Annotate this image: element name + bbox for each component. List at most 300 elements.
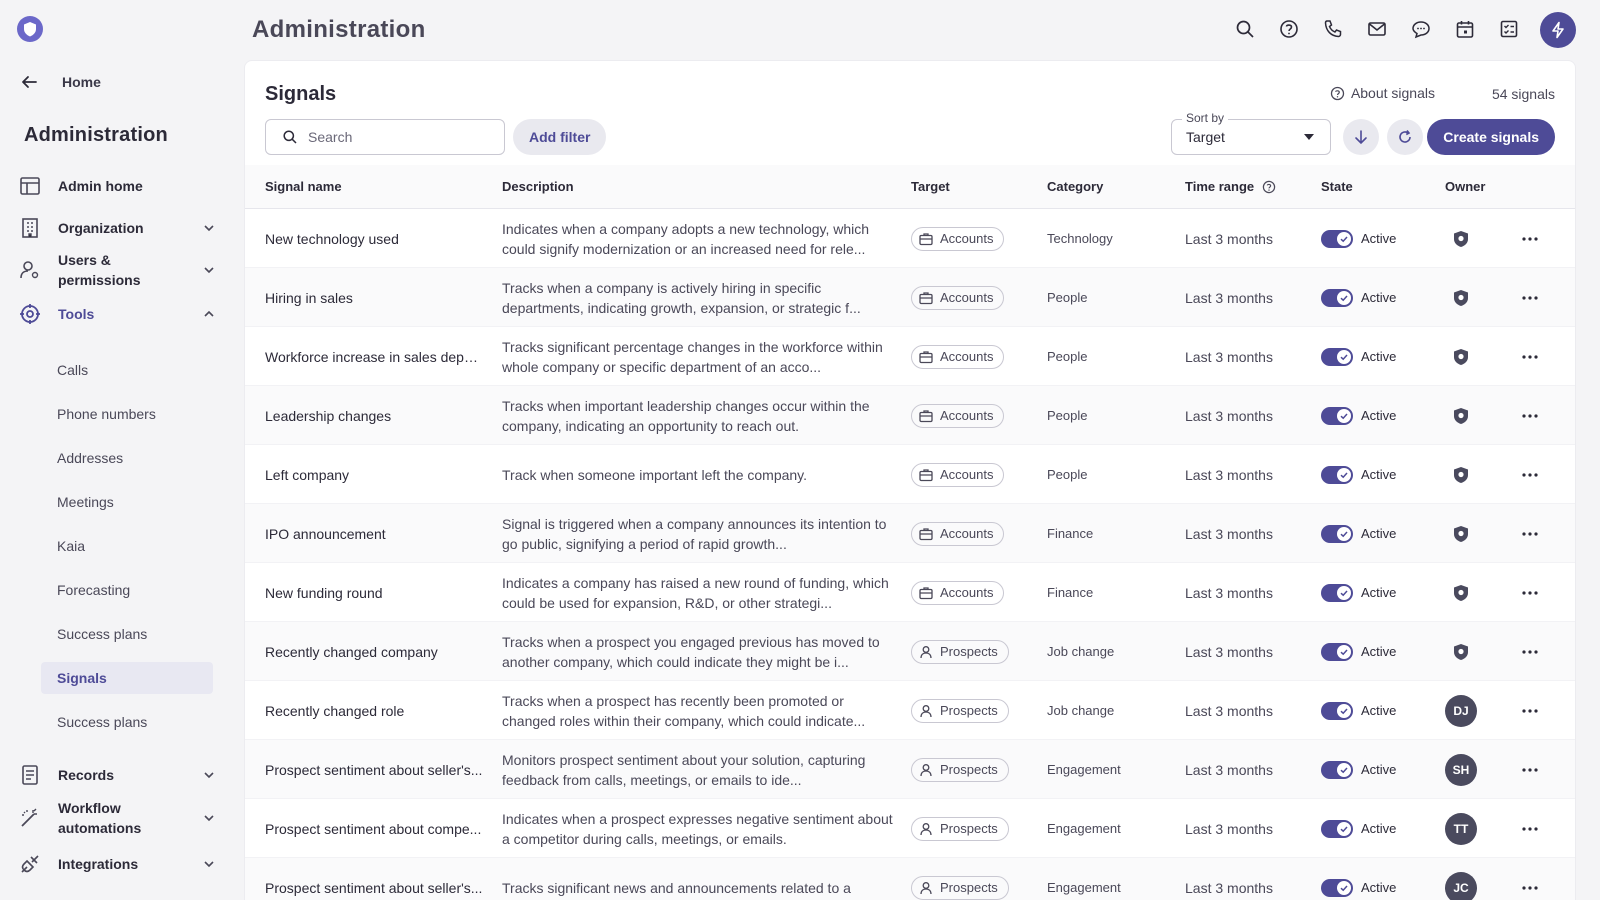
sub-item-forecasting[interactable]: Forecasting [57,582,131,598]
state-cell [1321,858,1396,900]
person-icon [918,644,934,660]
toggle-knob [1337,527,1351,541]
target-label: Accounts [940,585,994,600]
signal-name[interactable]: Hiring in sales [265,289,353,306]
time-range-cell: Last 3 months [1185,407,1273,424]
search-field[interactable] [265,119,505,155]
back-arrow-icon [20,73,38,91]
state-label: Active [1361,231,1397,246]
layout-icon [18,174,42,198]
mail-icon[interactable] [1366,18,1388,40]
category-cell: Job change [1047,703,1115,718]
help-icon[interactable] [1278,18,1300,40]
signal-name[interactable]: Left company [265,466,350,483]
target-label: Prospects [940,762,998,777]
category-cell: Engagement [1047,821,1121,836]
signal-name-cell[interactable] [265,504,485,563]
signal-description: Indicates a company has raised a new round of funding, which could be used for expansion, R&D, or other strategi... [502,574,889,611]
sub-item-phone-numbers[interactable]: Phone numbers [57,406,156,422]
more-horizontal-icon [1521,531,1539,537]
state-cell [1321,622,1396,681]
target-chip [911,286,1004,310]
signal-name[interactable]: New funding round [265,584,383,601]
refresh-icon [1397,129,1413,145]
sort-direction-button[interactable] [1343,119,1379,155]
nav-item-organization[interactable] [18,216,218,240]
search-input[interactable] [308,129,488,145]
owner-cell [1445,740,1477,799]
more-horizontal-icon [1521,472,1539,478]
category-cell: Finance [1047,526,1094,541]
signal-description: Tracks significant news and announcements related to a [502,879,851,896]
shield-icon [1451,406,1471,426]
row-more-button[interactable] [1515,268,1545,327]
toggle-knob [1337,291,1351,305]
target-cell [911,681,1009,740]
owner-cell [1445,622,1477,681]
more-horizontal-icon [1521,413,1539,419]
table-row[interactable] [245,386,1576,445]
target-cell [911,504,1004,563]
row-more-button[interactable] [1515,681,1545,740]
row-more-button[interactable] [1515,563,1545,622]
briefcase-icon [918,585,934,601]
state-toggle[interactable] [1321,525,1353,543]
description-cell [502,445,894,504]
signal-name[interactable]: Prospect sentiment about seller's... [265,879,483,896]
state-label: Active [1361,762,1397,777]
nav-label-line2: permissions [58,272,141,288]
col-target[interactable]: Target [911,179,950,194]
row-more-button[interactable] [1515,740,1545,799]
toggle-knob [1337,763,1351,777]
more-horizontal-icon [1521,295,1539,301]
page-title: Signals [265,83,337,105]
check-icon [1339,234,1349,244]
description-cell [502,563,894,622]
briefcase-icon [918,290,934,306]
sub-item-meetings[interactable]: Meetings [57,494,114,510]
state-cell [1321,209,1396,268]
sort-value: Target [1186,129,1225,145]
target-chip [911,640,1009,664]
row-more-button[interactable] [1515,445,1545,504]
toggle-knob [1337,645,1351,659]
state-toggle[interactable] [1321,702,1353,720]
sub-item-calls[interactable]: Calls [57,362,89,378]
about-signals-label: About signals [1350,85,1435,101]
sort-select[interactable] [1171,111,1331,155]
signal-name[interactable]: IPO announcement [265,525,386,542]
briefcase-icon [918,349,934,365]
toggle-knob [1337,586,1351,600]
category-cell: People [1047,467,1088,482]
category-cell: Engagement [1047,762,1121,777]
time-range-cell: Last 3 months [1185,466,1273,483]
owner-avatar[interactable]: JC [1445,872,1477,900]
description-cell [502,209,894,268]
col-time-range[interactable] [1185,179,1276,194]
time-range-cell: Last 3 months [1185,230,1273,247]
state-toggle[interactable] [1321,289,1353,307]
signal-name-cell[interactable] [265,386,485,445]
briefcase-icon [918,408,934,424]
signal-name-cell[interactable] [265,740,485,799]
table-body [245,209,1576,900]
nav-label: Tools [58,306,95,322]
sub-item-signals[interactable]: Signals [41,662,213,694]
target-label: Accounts [940,349,994,364]
state-toggle[interactable] [1321,584,1353,602]
signal-description: Signal is triggered when a company announces its intention to go public, signifying a period of rapid growth... [502,515,887,552]
nav-label-line1: Users & [58,252,111,268]
shield-icon [1451,524,1471,544]
owner-cell [1445,327,1477,386]
nav-item-tools[interactable] [18,302,218,326]
more-horizontal-icon [1521,354,1539,360]
refresh-button[interactable] [1387,119,1423,155]
row-more-button[interactable] [1515,799,1545,858]
target-label: Prospects [940,703,998,718]
more-horizontal-icon [1521,649,1539,655]
nav-label: Organization [58,220,144,236]
owner-cell [1445,504,1477,563]
check-icon [1339,470,1349,480]
help-circle-icon[interactable] [1262,180,1276,194]
search-icon [282,129,298,145]
owner-cell [1445,268,1477,327]
target-label: Accounts [940,467,994,482]
state-cell [1321,681,1396,740]
nav-label [58,798,141,838]
description-cell [502,799,894,858]
state-toggle[interactable] [1321,466,1353,484]
bolt-icon [1549,21,1567,39]
check-icon [1339,765,1349,775]
check-icon [1339,883,1349,893]
state-label: Active [1361,585,1397,600]
nav-item-records[interactable] [18,763,218,787]
description-cell [502,386,894,445]
nav-item-admin-home[interactable] [18,174,218,198]
target-chip [911,345,1004,369]
signal-name-cell[interactable] [265,209,485,268]
briefcase-icon [918,467,934,483]
state-label: Active [1361,290,1397,305]
check-icon [1339,647,1349,657]
table-row[interactable] [245,268,1576,327]
state-label: Active [1361,526,1397,541]
chevron-up-icon [202,307,216,321]
tasks-icon[interactable] [1498,18,1520,40]
more-horizontal-icon [1521,826,1539,832]
row-more-button[interactable] [1515,858,1545,900]
time-range-cell: Last 3 months [1185,289,1273,306]
signal-name-cell[interactable] [265,622,485,681]
col-description[interactable]: Description [502,179,574,194]
signal-name[interactable]: Prospect sentiment about seller's... [265,761,483,778]
col-state[interactable]: State [1321,179,1353,194]
col-owner[interactable]: Owner [1445,179,1486,194]
col-time-range-label: Time range [1185,179,1255,194]
shield-icon [1451,642,1471,662]
col-category[interactable]: Category [1047,179,1104,194]
state-toggle[interactable] [1321,230,1353,248]
owner-system-avatar[interactable] [1445,400,1477,432]
signals-card [244,60,1576,900]
row-more-button[interactable] [1515,504,1545,563]
person-icon [918,762,934,778]
signal-name[interactable]: New technology used [265,230,399,247]
about-signals-link[interactable] [1330,85,1435,101]
signal-name[interactable]: Workforce increase in sales depa... [265,348,483,365]
target-cell [911,858,1009,900]
check-icon [1339,411,1349,421]
signal-description: Tracks when important leadership changes occur within the company, indicating an opportunity to reach out. [502,397,870,434]
nav-item-integrations[interactable] [18,852,218,876]
nav-item-workflow-automations[interactable] [18,798,218,838]
table-row[interactable] [245,858,1576,900]
shield-icon [1451,229,1471,249]
signal-description: Indicates when a company adopts a new technology, which could signify modernization or an increased need for rele... [502,220,870,257]
person-icon [918,703,934,719]
row-more-button[interactable] [1515,209,1545,268]
signal-name-cell[interactable] [265,681,485,740]
state-cell [1321,445,1396,504]
check-icon [1339,588,1349,598]
time-range-cell: Last 3 months [1185,702,1273,719]
time-range-cell: Last 3 months [1185,761,1273,778]
state-cell [1321,799,1396,858]
signal-name-cell[interactable] [265,327,485,386]
table-row[interactable] [245,327,1576,386]
description-cell [502,268,894,327]
user-gear-icon [18,258,42,282]
owner-avatar[interactable]: SH [1445,754,1477,786]
state-toggle[interactable] [1321,761,1353,779]
target-cell [911,563,1004,622]
target-cell [911,740,1009,799]
state-label: Active [1361,703,1397,718]
owner-system-avatar[interactable] [1445,223,1477,255]
owner-cell [1445,209,1477,268]
state-toggle[interactable] [1321,643,1353,661]
chat-icon[interactable] [1410,18,1432,40]
description-cell [502,327,894,386]
toggle-knob [1337,468,1351,482]
check-icon [1339,824,1349,834]
target-label: Accounts [940,408,994,423]
target-chip [911,522,1004,546]
nav-item-users-permissions[interactable] [18,250,218,290]
time-range-cell: Last 3 months [1185,820,1273,837]
target-chip [911,581,1004,605]
table-row[interactable] [245,799,1576,858]
signal-description: Tracks when a prospect has recently been promoted or changed roles within their company, which could indicate... [502,692,866,729]
target-cell [911,622,1009,681]
app-logo-icon[interactable] [17,16,43,42]
briefcase-icon [918,526,934,542]
table-row[interactable] [245,563,1576,622]
target-cell [911,327,1004,386]
owner-system-avatar[interactable] [1445,459,1477,491]
signal-name[interactable]: Recently changed role [265,702,405,719]
target-label: Prospects [940,880,998,895]
target-label: Prospects [940,644,998,659]
time-range-cell: Last 3 months [1185,879,1273,896]
owner-system-avatar[interactable] [1445,518,1477,550]
owner-system-avatar[interactable] [1445,577,1477,609]
description-cell [502,858,894,900]
more-horizontal-icon [1521,708,1539,714]
chevron-down-icon [202,263,216,277]
target-label: Accounts [940,526,994,541]
signal-name-cell[interactable] [265,858,485,900]
target-label: Prospects [940,821,998,836]
owner-cell [1445,799,1477,858]
category-cell: People [1047,349,1088,364]
state-label: Active [1361,821,1397,836]
target-cell [911,209,1004,268]
header-toolbar [1234,18,1520,40]
state-cell [1321,268,1396,327]
table-row[interactable] [245,445,1576,504]
owner-cell [1445,386,1477,445]
target-chip [911,227,1004,251]
bolt-button[interactable] [1540,12,1576,48]
signal-description: Monitors prospect sentiment about your solution, capturing feedback from calls, meetings, or emails to ide... [502,751,866,788]
state-toggle[interactable] [1321,879,1353,897]
target-chip [911,876,1009,900]
owner-cell [1445,445,1477,504]
state-label: Active [1361,880,1397,895]
table-row[interactable] [245,209,1576,268]
row-more-button[interactable] [1515,386,1545,445]
nav-label: Integrations [58,856,139,872]
state-label: Active [1361,467,1397,482]
category-cell: Engagement [1047,880,1121,895]
toggle-knob [1337,409,1351,423]
row-more-button[interactable] [1515,327,1545,386]
state-label: Active [1361,408,1397,423]
sub-item-kaia[interactable]: Kaia [57,538,86,554]
state-toggle[interactable] [1321,820,1353,838]
help-circle-icon [1330,86,1345,101]
chevron-down-icon [202,768,216,782]
page-header-title: Administration [252,16,426,43]
state-toggle[interactable] [1321,407,1353,425]
sub-item-success-plans[interactable]: Success plans [57,626,148,642]
target-cell [911,386,1004,445]
chevron-down-icon [202,811,216,825]
briefcase-icon [918,231,934,247]
person-icon [918,880,934,896]
owner-system-avatar[interactable] [1445,636,1477,668]
shield-icon [1451,465,1471,485]
table-row[interactable] [245,622,1576,681]
owner-avatar[interactable]: TT [1445,813,1477,845]
state-toggle[interactable] [1321,348,1353,366]
signal-name-cell[interactable] [265,445,485,504]
signal-name[interactable]: Prospect sentiment about compe... [265,820,482,837]
category-cell: Technology [1047,231,1113,246]
owner-cell [1445,563,1477,622]
home-link[interactable] [20,72,101,92]
toggle-knob [1337,350,1351,364]
sub-item-success-plans-2[interactable]: Success plans [57,714,148,730]
caret-down-icon [1304,134,1314,140]
target-chip [911,404,1004,428]
signal-name-cell[interactable] [265,563,485,622]
state-cell [1321,386,1396,445]
col-signal-name[interactable]: Signal name [265,179,342,194]
owner-system-avatar[interactable] [1445,282,1477,314]
state-label: Active [1361,644,1397,659]
records-icon [18,763,42,787]
signal-description: Indicates when a prospect expresses negative sentiment about a competitor during calls, meetings, or emails. [502,810,893,847]
signal-name[interactable]: Recently changed company [265,643,438,660]
wand-icon [18,806,42,830]
check-icon [1339,706,1349,716]
table-row[interactable] [245,740,1576,799]
chevron-down-icon [202,221,216,235]
person-icon [918,821,934,837]
state-cell [1321,740,1396,799]
nav-label-line1: Workflow [58,800,121,816]
more-horizontal-icon [1521,767,1539,773]
signal-name-cell[interactable] [265,799,485,858]
table-row[interactable] [245,681,1576,740]
sub-item-addresses[interactable]: Addresses [57,450,124,466]
state-cell [1321,563,1396,622]
time-range-cell: Last 3 months [1185,525,1273,542]
toggle-knob [1337,822,1351,836]
sidebar [0,0,240,900]
owner-cell [1445,858,1477,900]
create-signals-button[interactable]: Create signals [1427,119,1555,155]
signal-name-cell[interactable] [265,268,485,327]
phone-icon[interactable] [1322,18,1344,40]
signal-description: Tracks when a company is actively hiring in specific departments, indicating growth, expansion, or strategic f... [502,279,861,316]
more-horizontal-icon [1521,236,1539,242]
description-cell [502,740,894,799]
sort-label: Sort by [1182,111,1228,125]
toggle-knob [1337,881,1351,895]
time-range-cell: Last 3 months [1185,348,1273,365]
calendar-icon[interactable] [1454,18,1476,40]
target-label: Accounts [940,231,994,246]
description-cell [502,622,894,681]
row-more-button[interactable] [1515,622,1545,681]
target-label: Accounts [940,290,994,305]
state-cell [1321,504,1396,563]
category-cell: People [1047,408,1088,423]
shield-icon [1451,347,1471,367]
tools-icon [18,302,42,326]
signal-name[interactable]: Leadership changes [265,407,392,424]
add-filter-button[interactable]: Add filter [513,119,606,155]
nav-label [58,250,140,290]
target-chip [911,699,1009,723]
search-icon[interactable] [1234,18,1256,40]
signal-description: Track when someone important left the company. [502,466,808,483]
state-cell [1321,327,1396,386]
owner-avatar[interactable]: DJ [1445,695,1477,727]
signals-count: 54 signals [1491,86,1555,102]
owner-system-avatar[interactable] [1445,341,1477,373]
table-row[interactable] [245,504,1576,563]
target-chip [911,463,1004,487]
